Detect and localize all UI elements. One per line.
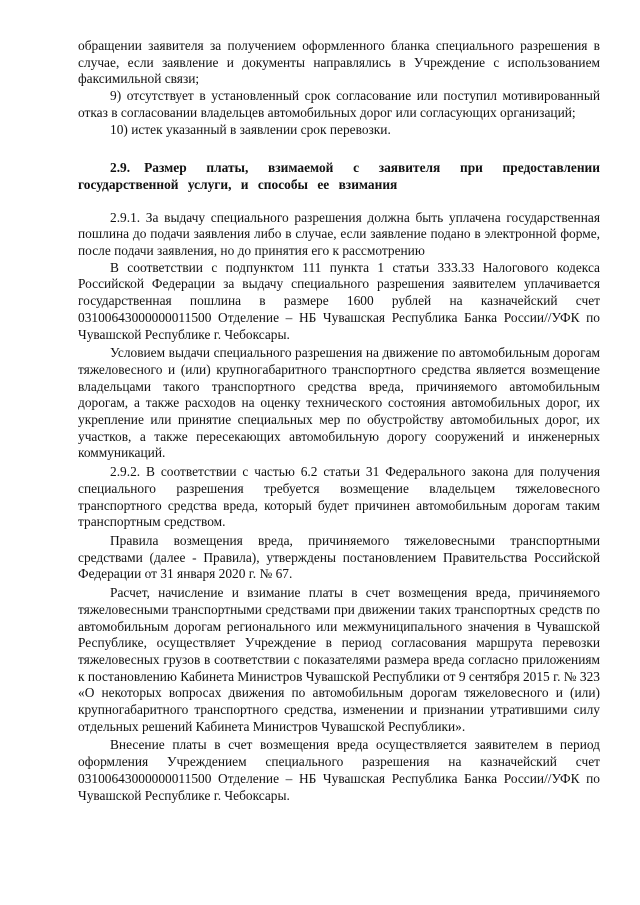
paragraph-continuation: обращении заявителя за получением оформленного бланка специального разрешения в случае, если заявление и документы направлялись в Учреждение с использованием факсимильной связи; [78,38,600,87]
list-item-10: 10) истек указанный в заявлении срок перевозки. [110,121,391,137]
paragraph-2-9-1: 2.9.1. За выдачу специального разрешения должна быть уплачена государственная пошлина до подачи заявления либо в случае, если заявление подано в электронной форме, после подачи заявления, но до принятия его к рассмотрению [78,209,600,259]
paragraph-permit-condition: Условием выдачи специального разрешения на движение по автомобильным дорогам тяжеловесного и (или) крупногабаритного транспортного средства является возмещение владельцами такого транспортного средства вреда, причиняемого автомобильным дорогам, а также расходов на оценку технического состояния автомобильных дорог, их укрепление или принятие специальных мер по обустройству автомобильных дорог, их участков, а также пересекающих автомобильную дорогу сооружений и инженерных коммуникаций. [78,345,600,461]
section-heading [78,160,600,193]
list-item-9: 9) отсутствует в установленный срок согласование или поступил мотивированный отказ в согласовании владельцев автомобильных дорог или согласующих организаций; [78,88,600,120]
paragraph-2-9-2: 2.9.2. В соответствии с частью 6.2 статьи 31 Федерального закона для получения специального разрешения требуется возмещение владельцем тяжеловесного транспортного средства вреда, который будет причинен автомобильным дорогам таким транспортным средством. [78,464,600,530]
paragraph-calculation: Расчет, начисление и взимание платы в счет возмещения вреда, причиняемого тяжеловесными транспортными средствами при движении таких транспортных средств по автомобильным дорогам регионального или межмуниципального значения в Чувашской Республике, осуществляет Учреждение в период согласования маршрута перевозки тяжеловесных грузов в соответствии с показателями размера вреда согласно приложениям к постановлению Кабинета Министров Чувашской Республики от 9 сентября 2015 г. № 323 «О некоторых вопросах движения по автомобильным дорогам тяжеловесного и (или) крупногабаритного транспортного средства, изменении и признании утратившими силу отдельных решений Кабинета Министров Чувашской Республики». [78,585,600,734]
section-number: 2.9. [110,160,131,176]
paragraph-rules: Правила возмещения вреда, причиняемого тяжеловесными транспортными средствами (далее - Правила), утверждены постановлением Правительства Российской Федерации от 31 января 2020 г. № 67. [78,532,600,582]
paragraph-state-fee: В соответствии с подпунктом 111 пункта 1 статьи 333.33 Налогового кодекса Российской Федерации за выдачу специального разрешения заявителем уплачивается государственная пошлина в размере 1600 рублей на казначейский счет 03100643000000011500 Отделение – НБ Чувашская Республика Банка России//УФК по Чувашской Республике г. Чебоксары. [78,259,600,342]
section-title: Размер платы, взимаемой с заявителя при предоставлении государственной услуги, и способы ее взимания [78,160,600,192]
paragraph-payment: Внесение платы в счет возмещения вреда осуществляется заявителем в период оформления Учреждением специального разрешения на казначейский счет 03100643000000011500 Отделение – НБ Чувашская Республика Банка России//УФК по Чувашской Республике г. Чебоксары. [78,737,600,803]
document-page [78,38,600,804]
